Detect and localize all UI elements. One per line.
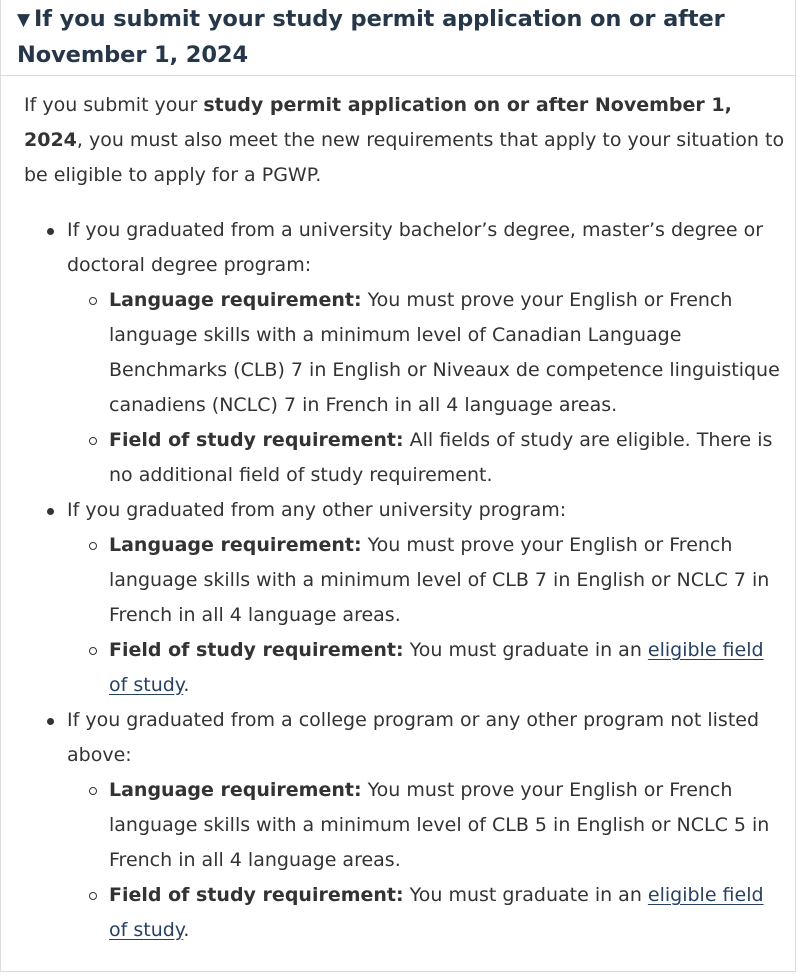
- requirement-text-end: .: [183, 919, 190, 941]
- intro-text-end: , you must also meet the new requirements that apply to your situation to be eligible to apply for a PGWP.: [24, 129, 785, 186]
- requirement-label: Language requirement:: [109, 534, 362, 556]
- case-label: If you graduated from any other university program:: [67, 499, 567, 521]
- language-requirement-item: [109, 283, 785, 423]
- details-summary-title: If you submit your study permit application on or after November 1, 2024: [17, 6, 725, 68]
- requirement-text: You must prove your English or French language skills with a minimum level of CLB 5 in English or NCLC 5 in French in all 4 language areas.: [109, 779, 770, 871]
- requirement-label: Field of study requirement:: [109, 884, 404, 906]
- requirement-text: You must prove your English or French language skills with a minimum level of CLB 7 in English or NCLC 7 in French in all 4 language areas.: [109, 534, 770, 626]
- requirement-text: You must prove your English or French language skills with a minimum level of Canadian Language Benchmarks (CLB) 7 in English or Niveaux de competence linguistique canadiens (NCLC) 7 in French in all 4 language areas.: [109, 289, 780, 416]
- case-label: If you graduated from a university bachelor’s degree, master’s degree or doctoral degree program:: [67, 219, 764, 276]
- intro-bold-text: study permit application on or after November 1, 2024: [24, 94, 732, 151]
- case-university-degree: [67, 213, 785, 493]
- field-of-study-requirement-item: [109, 423, 785, 493]
- caret-down-icon: ▼: [17, 10, 30, 30]
- requirement-text-end: .: [183, 674, 190, 696]
- graduation-cases-list: [24, 213, 785, 948]
- eligible-field-of-study-link[interactable]: eligible field of study: [109, 639, 764, 696]
- requirement-label: Language requirement:: [109, 779, 362, 801]
- requirements-list: [67, 528, 785, 703]
- requirement-text: You must graduate in an: [403, 639, 648, 661]
- details-summary-toggle[interactable]: [1, 0, 795, 76]
- field-of-study-requirement-item: [109, 878, 785, 948]
- intro-text-start: If you submit your: [24, 94, 204, 116]
- case-other-university-program: [67, 493, 785, 703]
- case-college-program: [67, 703, 785, 948]
- intro-paragraph: [24, 88, 785, 193]
- requirement-label: Field of study requirement:: [109, 429, 404, 451]
- requirement-label: Language requirement:: [109, 289, 362, 311]
- case-label: If you graduated from a college program or any other program not listed above:: [67, 709, 760, 766]
- details-content: [1, 76, 795, 948]
- requirements-list: [67, 773, 785, 948]
- language-requirement-item: [109, 773, 785, 878]
- requirement-text: You must graduate in an: [403, 884, 648, 906]
- requirements-list: [67, 283, 785, 493]
- requirement-text: All fields of study are eligible. There is no additional field of study requirement.: [109, 429, 773, 486]
- requirement-label: Field of study requirement:: [109, 639, 404, 661]
- language-requirement-item: [109, 528, 785, 633]
- eligible-field-of-study-link[interactable]: eligible field of study: [109, 884, 764, 941]
- field-of-study-requirement-item: [109, 633, 785, 703]
